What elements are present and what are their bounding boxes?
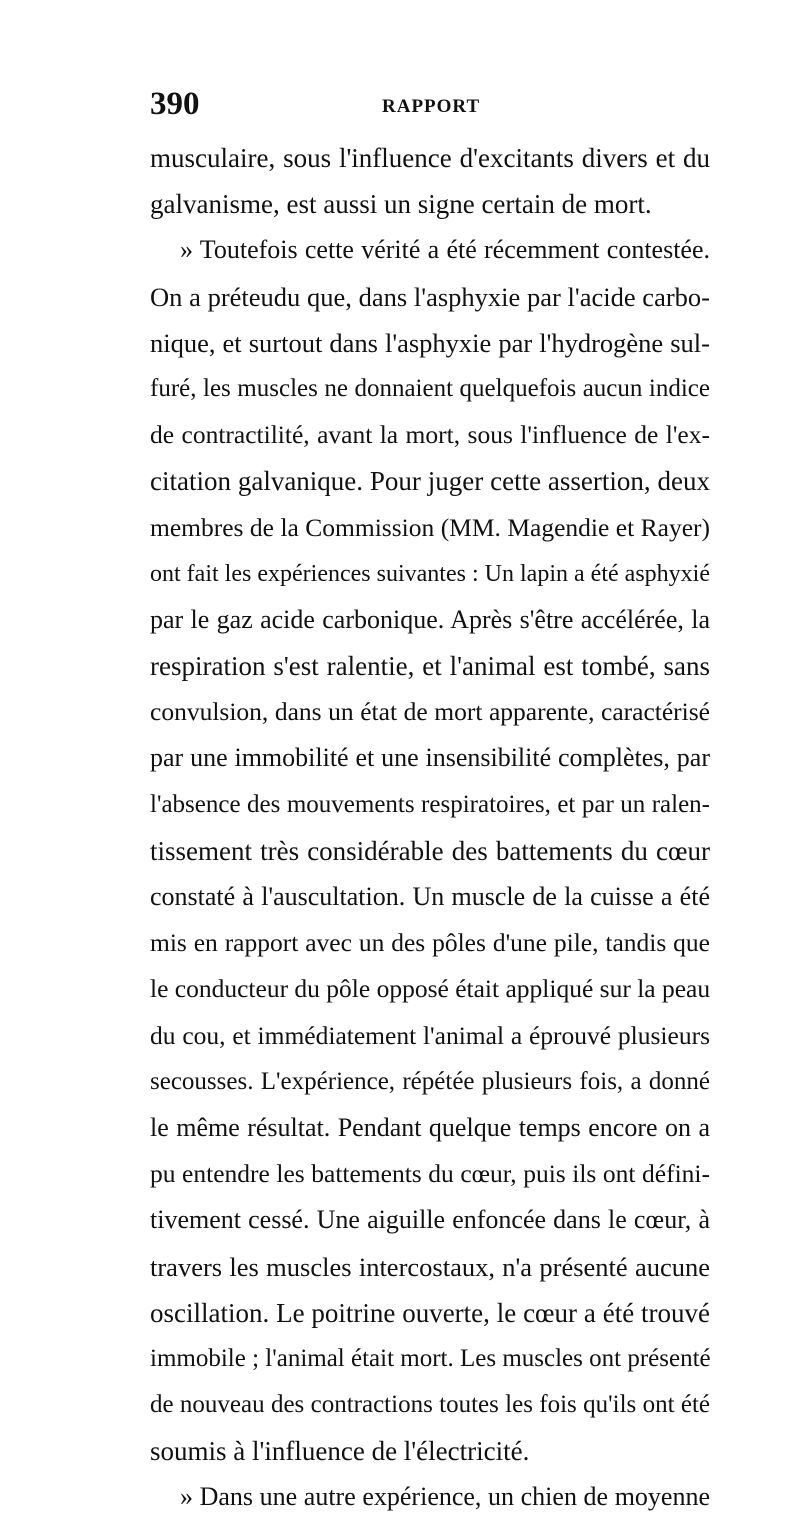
text-line: nique, et surtout dans l'asphyxie par l'hydrogène sul- [150, 327, 710, 358]
text-line: le même résultat. Pendant quelque temps encore on a [150, 1112, 710, 1142]
text-line: le conducteur du pôle opposé était appliqué sur la peau [150, 974, 711, 1004]
text-line: musculaire, sous l'influence d'excitants divers et du [150, 143, 710, 173]
text-line: secousses. L'expérience, répétée plusieurs fois, a donné [150, 1067, 710, 1095]
body-text [150, 135, 710, 1521]
text-line: de nouveau des contractions toutes les fois qu'ils ont été [150, 1391, 710, 1419]
text-line: par une immobilité et une insensibilité complètes, par [150, 743, 710, 773]
text-line: oscillation. Le poitrine ouverte, le cœur a été trouvé [150, 1297, 710, 1328]
text-line: ont fait les expériences suivantes : Un lapin a été asphyxié [150, 560, 710, 587]
text-line: de contractilité, avant la mort, sous l'influence de l'ex- [150, 420, 710, 450]
text-line: tivement cessé. Une aiguille enfoncée dans le cœur, à [150, 1205, 710, 1235]
text-line: du cou, et immédiatement l'animal a éprouvé plusieurs [150, 1020, 710, 1050]
text-line: travers les muscles intercostaux, n'a présenté aucune [150, 1251, 710, 1282]
text-line: » Dans une autre expérience, un chien de moyenne [180, 1482, 710, 1512]
text-line: constaté à l'auscultation. Un muscle de la cuisse a été [150, 882, 710, 911]
text-line: convulsion, dans un état de mort apparente, caractérisé [150, 697, 710, 727]
text-line: tissement très considérable des battements du cœur [150, 835, 710, 866]
text-line: membres de la Commission (MM. Magendie et Rayer) [150, 512, 710, 542]
text-line: immobile ; l'animal était mort. Les muscles ont présenté [150, 1344, 711, 1372]
text-line: par le gaz acide carbonique. Après s'être accélérée, la [150, 604, 710, 634]
text-line: l'absence des mouvements respiratoires, et par un ralen- [150, 790, 710, 818]
text-line: mis en rapport avec un des pôles d'une pile, tandis que [150, 928, 710, 958]
text-line: On a préteudu que, dans l'asphyxie par l'acide carbo- [150, 281, 710, 312]
text-line: galvanisme, est aussi un signe certain de mort. [150, 189, 652, 220]
running-title: RAPPORT [382, 96, 481, 117]
text-line: furé, les muscles ne donnaient quelquefois aucun indice [150, 374, 710, 402]
text-line: respiration s'est ralentie, et l'animal est tombé, sans [150, 651, 710, 682]
text-line: soumis à l'influence de l'électricité. [150, 1436, 530, 1467]
page-number: 390 [150, 86, 200, 122]
text-line: citation galvanique. Pour juger cette assertion, deux [150, 466, 710, 497]
text-line: » Toutefois cette vérité a été récemment contestée. [180, 235, 710, 265]
running-head [150, 86, 710, 126]
text-line: pu entendre les battements du cœur, puis ils ont défini- [150, 1159, 710, 1189]
